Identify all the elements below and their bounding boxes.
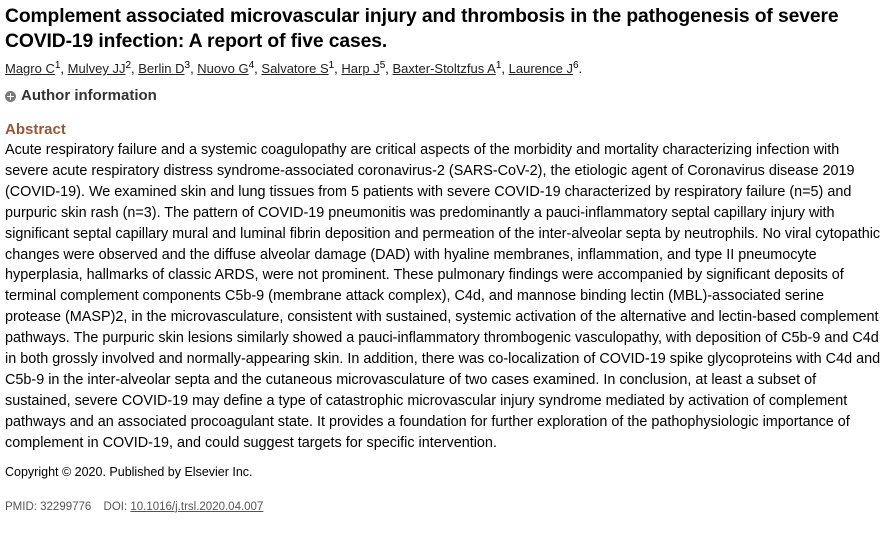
author-affiliation: 6 (572, 60, 579, 71)
author-affiliation: 4 (248, 60, 255, 71)
doi-link[interactable]: 10.1016/j.trsl.2020.04.007 (130, 500, 264, 513)
author-link[interactable]: Baxter-Stoltzfus A (392, 61, 496, 76)
author-link[interactable]: Magro C (5, 61, 55, 76)
copyright-notice: Copyright © 2020. Published by Elsevier Inc. (5, 464, 253, 479)
author-link[interactable]: Harp J (341, 61, 380, 76)
author-list: Magro $C^1$, Mulvey $JJ^2$, Berlin $D^3$, Nuovo $G^4$, Salvatore $S^1$, Harp $J^5$, Baxter-Stoltzfus $A^1$, Laurence $J^6$. (5, 60, 583, 76)
author-link[interactable]: Berlin D (138, 61, 185, 76)
pmid: PMID: 32299776 (5, 500, 92, 513)
author-affiliation: 3 (184, 60, 191, 71)
article-identifiers (5, 500, 882, 514)
abstract-heading: Abstract (5, 121, 66, 138)
author-link[interactable]: Laurence J (508, 61, 573, 76)
article-title: Complement associated microvascular injury and thrombosis in the pathogenesis of severe COVID-19 infection: A report of five cases. (5, 6, 839, 52)
expand-plus-icon[interactable] (5, 91, 16, 102)
author-affiliation: 1 (328, 60, 335, 71)
author-link[interactable]: Nuovo G (197, 61, 249, 76)
author-link[interactable]: Mulvey JJ (67, 61, 126, 76)
author-affiliation: 2 (125, 60, 132, 71)
abstract-text: Acute respiratory failure and a systemic coagulopathy are critical aspects of the morbidity and mortality characterizing infection with severe acute respiratory distress syndrome-associated coronavirus-2 (SARS-CoV-2), the etiologic agent of Coronavirus disease 2019 (COVID-19). We examined skin and lung tissues from 5 patients with severe COVID-19 characterized by respiratory failure (n=5) and purpuric skin rash (n=3). The pattern of COVID-19 pneumonitis was predominantly a pauci-inflammatory septal capillary injury with significant septal capillary mural and luminal fibrin deposition and permeation of the inter-alveolar septa by neutrophils. No viral cytopathic changes were observed and the diffuse alveolar damage (DAD) with hyaline membranes, inflammation, and type II pneumocyte hyperplasia, hallmarks of classic ARDS, were not prominent. These pulmonary findings were accompanied by significant deposits of terminal complement components C5b-9 (membrane attack complex), C4d, and mannose binding lectin (MBL)-associated serine protease (MASP)2, in the microvasculature, consistent with sustained, systemic activation of the alternative and lectin-based complement pathways. The purpuric skin lesions similarly showed a pauci-inflammatory thrombogenic vasculopathy, with deposition of C5b-9 and C4d in both grossly involved and normally-appearing skin. In addition, there was co-localization of COVID-19 spike glycoproteins with C4d and C5b-9 in the inter-alveolar septa and the cutaneous microvasculature of two cases examined. In conclusion, at least a subset of sustained, severe COVID-19 may define a type of catastrophic microvascular injury syndrome mediated by activation of complement pathways and an associated procoagulant state. It provides a foundation for further exploration of the pathophysiologic importance of complement in COVID-19, and could suggest targets for specific intervention. (5, 142, 881, 451)
author-link[interactable]: Salvatore S (261, 61, 329, 76)
author-affiliation: 1 (495, 60, 502, 71)
author-info-label[interactable]: Author information (21, 87, 157, 104)
author-info-toggle[interactable] (5, 87, 882, 104)
author-affiliation: 1 (54, 60, 61, 71)
doi-label: DOI: (103, 500, 128, 513)
author-affiliation: 5 (379, 60, 386, 71)
